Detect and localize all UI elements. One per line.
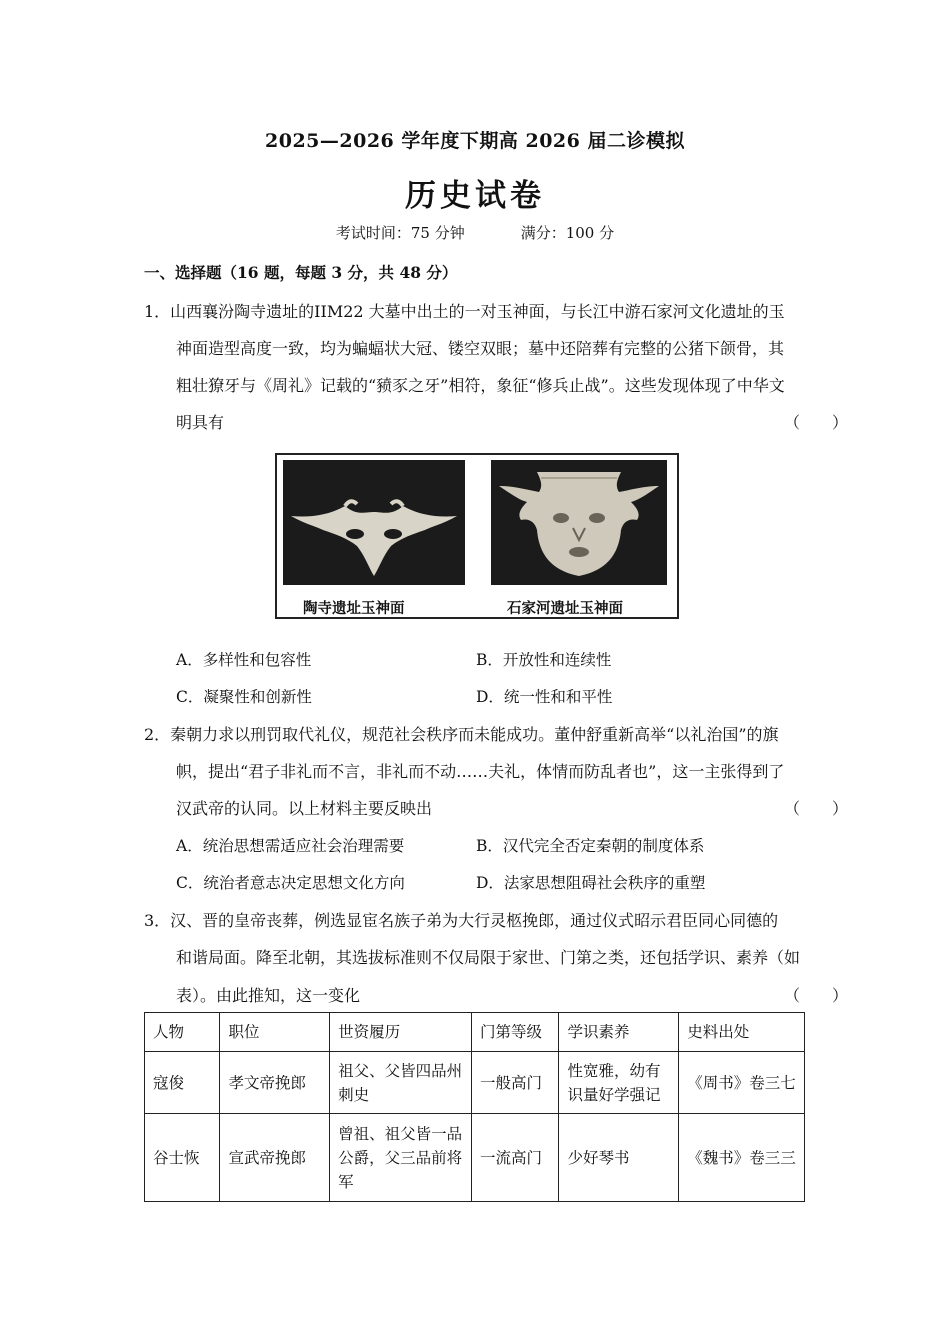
table-cell: 谷士恢 xyxy=(145,1114,220,1202)
q2-line-2: 帜，提出“君子非礼而不言，非礼而不动……夫礼，体情而防乱者也”，这一主张得到了 xyxy=(176,762,785,781)
table-header-cell: 门第等级 xyxy=(471,1013,559,1052)
q1-line-3: 粗壮獠牙与《周礼》记载的“豮豕之牙”相符，象征“修兵止战”。这些发现体现了中华文 xyxy=(176,376,785,395)
q1-option-c: C．凝聚性和创新性 xyxy=(176,688,312,706)
q3-answer-paren: （ ） xyxy=(784,986,849,1005)
caption-shijiahe: 石家河遗址玉神面 xyxy=(507,600,623,617)
table-cell: 一流高门 xyxy=(471,1114,559,1202)
exam-score: 满分：100 分 xyxy=(520,224,615,242)
q1-jade-mask-figure xyxy=(275,453,679,619)
table-cell: 性宽雅，幼有识量好学强记 xyxy=(559,1052,679,1114)
table-header-cell: 职位 xyxy=(220,1013,330,1052)
q2-option-c: C．统治者意志决定思想文化方向 xyxy=(176,874,405,892)
exam-meta xyxy=(0,222,950,243)
table-header-cell: 世资履历 xyxy=(330,1013,472,1052)
q3-line-1: 3．汉、晋的皇帝丧葬，例选显宦名族子弟为大行灵柩挽郎，通过仪式昭示君臣同心同德的 xyxy=(144,911,779,930)
table-cell: 《周书》卷三七 xyxy=(679,1052,805,1114)
q1-option-b: B．开放性和连续性 xyxy=(476,651,612,669)
exam-title: 2025—2026 学年度下期高 2026 届二诊模拟 xyxy=(265,130,685,152)
table-header-cell: 学识素养 xyxy=(559,1013,679,1052)
q2-option-d: D．法家思想阻碍社会秩序的重塑 xyxy=(476,874,706,892)
caption-taosi: 陶寺遗址玉神面 xyxy=(303,600,405,617)
q1-line-4: 明具有 xyxy=(176,413,225,432)
section-heading: 一、选择题（16 题，每题 3 分，共 48 分） xyxy=(144,263,458,282)
table-cell: 孝文帝挽郎 xyxy=(220,1052,330,1114)
table-row xyxy=(145,1114,805,1202)
table-cell: 《魏书》卷三三 xyxy=(679,1114,805,1202)
table-header-row xyxy=(145,1013,805,1052)
table-header-cell: 史料出处 xyxy=(679,1013,805,1052)
table-row xyxy=(145,1052,805,1114)
table-cell: 寇俊 xyxy=(145,1052,220,1114)
q2-answer-paren: （ ） xyxy=(784,799,849,818)
shijiahe-jade-mask-image xyxy=(491,460,667,585)
q1-option-d: D．统一性和和平性 xyxy=(476,688,613,706)
q3-line-2: 和谐局面。降至北朝，其选拔标准则不仅局限于家世、门第之类，还包括学识、素养（如 xyxy=(176,948,801,967)
table-cell: 宣武帝挽郎 xyxy=(220,1114,330,1202)
q3-line-3: 表）。由此推知，这一变化 xyxy=(176,986,361,1005)
table-cell: 一般高门 xyxy=(471,1052,559,1114)
table-cell: 少好琴书 xyxy=(559,1114,679,1202)
q1-answer-paren: （ ） xyxy=(784,413,849,432)
q2-line-1: 2．秦朝力求以刑罚取代礼仪，规范社会秩序而未能成功。董仲舒重新高举“以礼治国”的旗 xyxy=(144,725,779,744)
subject-title: 历史试卷 xyxy=(405,178,545,214)
q3-table xyxy=(144,1012,805,1202)
q2-option-a: A．统治思想需适应社会治理需要 xyxy=(176,837,405,855)
table-header-cell: 人物 xyxy=(145,1013,220,1052)
table-cell: 曾祖、祖父皆一品公爵，父三品前将军 xyxy=(330,1114,472,1202)
q1-option-a: A．多样性和包容性 xyxy=(176,651,312,669)
exam-time: 考试时间：75 分钟 xyxy=(335,224,465,242)
taosi-jade-mask-image xyxy=(283,460,465,585)
q2-line-3: 汉武帝的认同。以上材料主要反映出 xyxy=(176,799,433,818)
q1-line-1: 1．山西襄汾陶寺遗址的IIM22 大墓中出土的一对玉神面，与长江中游石家河文化遗址的玉 xyxy=(144,302,785,321)
table-cell: 祖父、父皆四品州刺史 xyxy=(330,1052,472,1114)
q2-option-b: B．汉代完全否定秦朝的制度体系 xyxy=(476,837,705,855)
q1-line-2: 神面造型高度一致，均为蝙蝠状大冠、镂空双眼；墓中还陪葬有完整的公猪下颌骨，其 xyxy=(176,339,785,358)
